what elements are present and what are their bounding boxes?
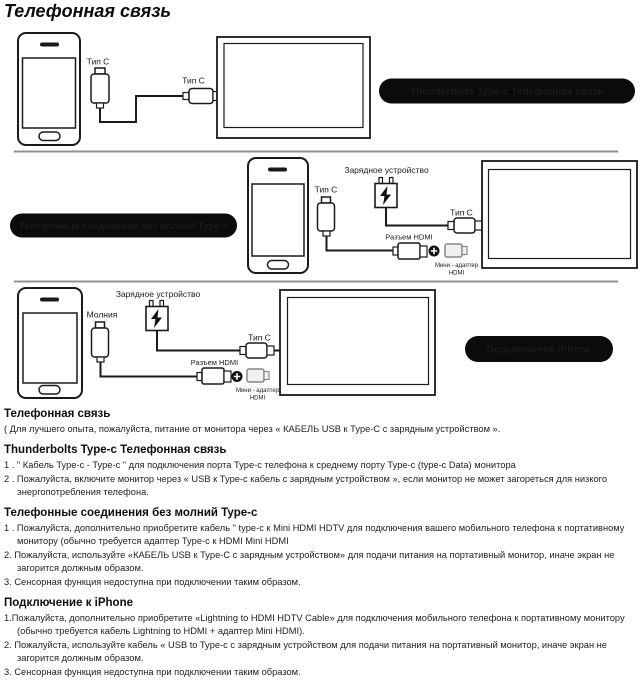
section-thunderbolts-typec — [4, 444, 638, 499]
instruction-line: 3. Сенсорная функция недоступна при подключении таким образом. — [4, 667, 301, 678]
cable — [386, 208, 448, 226]
plus-icon — [232, 371, 243, 382]
pill-label-thunderbolts — [379, 79, 635, 104]
adapter-label: HDMI — [448, 270, 465, 277]
typec-label: Тип C — [314, 184, 338, 195]
adapter-label: Мини - адаптер — [235, 388, 280, 394]
instruction-line: 2 . Пожалуйста, включите монитор через « USB к Type-c кабель с зарядным устройством », если монитор не может загореться для низкого энергопотребления телефона. — [4, 474, 608, 498]
section-heading: Телефонные соединения без молний Type-c — [4, 507, 258, 520]
cable — [327, 236, 394, 251]
hdmi-connector-icon — [197, 368, 231, 384]
cable — [100, 96, 183, 122]
adapter-label: HDMI — [249, 395, 266, 402]
typec-label: Тип C — [86, 56, 110, 67]
monitor-icon — [280, 290, 435, 395]
charger-label: Зарядное устройство — [115, 289, 201, 299]
monitor-icon — [482, 161, 637, 268]
section-phone-connection — [4, 408, 638, 436]
typec-connector-icon — [448, 218, 482, 233]
charger-label: Зарядное устройство — [344, 165, 429, 175]
typec-label: Тип C — [182, 75, 205, 86]
typec-connector-icon — [240, 343, 274, 358]
cable — [101, 362, 198, 377]
charger-icon — [146, 301, 168, 331]
instruction-line: 1 . " Кабель Type-c - Type-c " для подключения порта Type-c телефона к среднему порту Type-c (type-c Data) монитора — [4, 460, 516, 471]
lightning-connector-icon — [92, 322, 109, 362]
svg-text:Thunderbolts Type-c Телефонная: Thunderbolts Type-c Телефонная связь — [410, 86, 604, 98]
typec-connector-icon — [91, 68, 109, 108]
phone-icon — [18, 288, 82, 398]
mini-hdmi-adapter-icon — [445, 244, 467, 257]
svg-text:Подключение iPhone: Подключение iPhone — [486, 344, 592, 356]
phone-icon — [248, 158, 308, 273]
phone-icon — [18, 33, 80, 145]
instruction-line: ( Для лучшего опыта, пожалуйста, питание от монитора через « КАБЕЛЬ USB к Type-C с зарядным устройством ». — [4, 424, 501, 434]
instructions — [4, 406, 638, 680]
adapter-label: Мини - адаптер — [434, 263, 479, 269]
instruction-line: 3. Сенсорная функция недоступна при подключении таким образом. — [4, 577, 301, 588]
section-no-lightning-typec — [4, 507, 638, 589]
typec-label: Тип C — [450, 207, 473, 218]
instruction-line: 2. Пожалуйста, используйте кабель « USB to Type-c с зарядным устройством для подачи питания на портативный монитор, иначе экран не загорится должным образом. — [4, 640, 607, 664]
plus-icon — [429, 246, 440, 257]
mini-hdmi-adapter-icon — [247, 369, 269, 382]
typec-connector-icon — [183, 89, 219, 104]
svg-text:Телефонные соединения без молн: Телефонные соединения без молний Type-c — [18, 221, 229, 232]
section-iphone-connection — [4, 597, 638, 679]
charger-icon — [375, 178, 397, 208]
instruction-line: 1 . Пожалуйста, дополнительно приобретите кабель " type-c к Mini HDMI HDTV для подключения вашего мобильного телефона к портативному монитору (обычно требуется адаптер Type-c к HDMI Mini HDMI — [4, 523, 625, 547]
page-title: Телефонная связь — [4, 1, 172, 21]
instruction-line: 1.Пожалуйста, дополнительно приобретите «Lightning to HDMI HDTV Cable» для подключения мобильного телефона к портативному монитору (обычно требуется кабель Lightning to HDMI + адаптер Mini HDMI). — [4, 613, 625, 637]
section-heading: Подключение к iPhone — [4, 597, 133, 610]
instruction-line: 2. Пожалуйста, используйте «КАБЕЛЬ USB к Type-C с зарядным устройством» для подачи питания на портативный монитор, иначе экран не загорится должным образом. — [4, 550, 615, 574]
diagram-row-iphone — [18, 288, 613, 402]
section-heading: Thunderbolts Type-c Телефонная связь — [4, 444, 227, 457]
hdmi-connector-icon — [393, 243, 427, 259]
pill-label-no-lightning — [10, 214, 237, 238]
hdmi-label: Разъем HDMI — [385, 232, 433, 242]
pill-label-iphone — [465, 336, 613, 362]
monitor-icon — [217, 37, 370, 138]
typec-label: Тип C — [248, 332, 271, 343]
diagram-row-no-lightning — [10, 158, 637, 277]
typec-connector-icon — [318, 197, 335, 236]
lightning-label: Молния — [86, 309, 118, 320]
hdmi-label: Разъем HDMI — [190, 358, 239, 367]
cable — [157, 331, 240, 351]
diagram-row-typec — [18, 33, 635, 145]
section-heading: Телефонная связь — [4, 408, 111, 420]
